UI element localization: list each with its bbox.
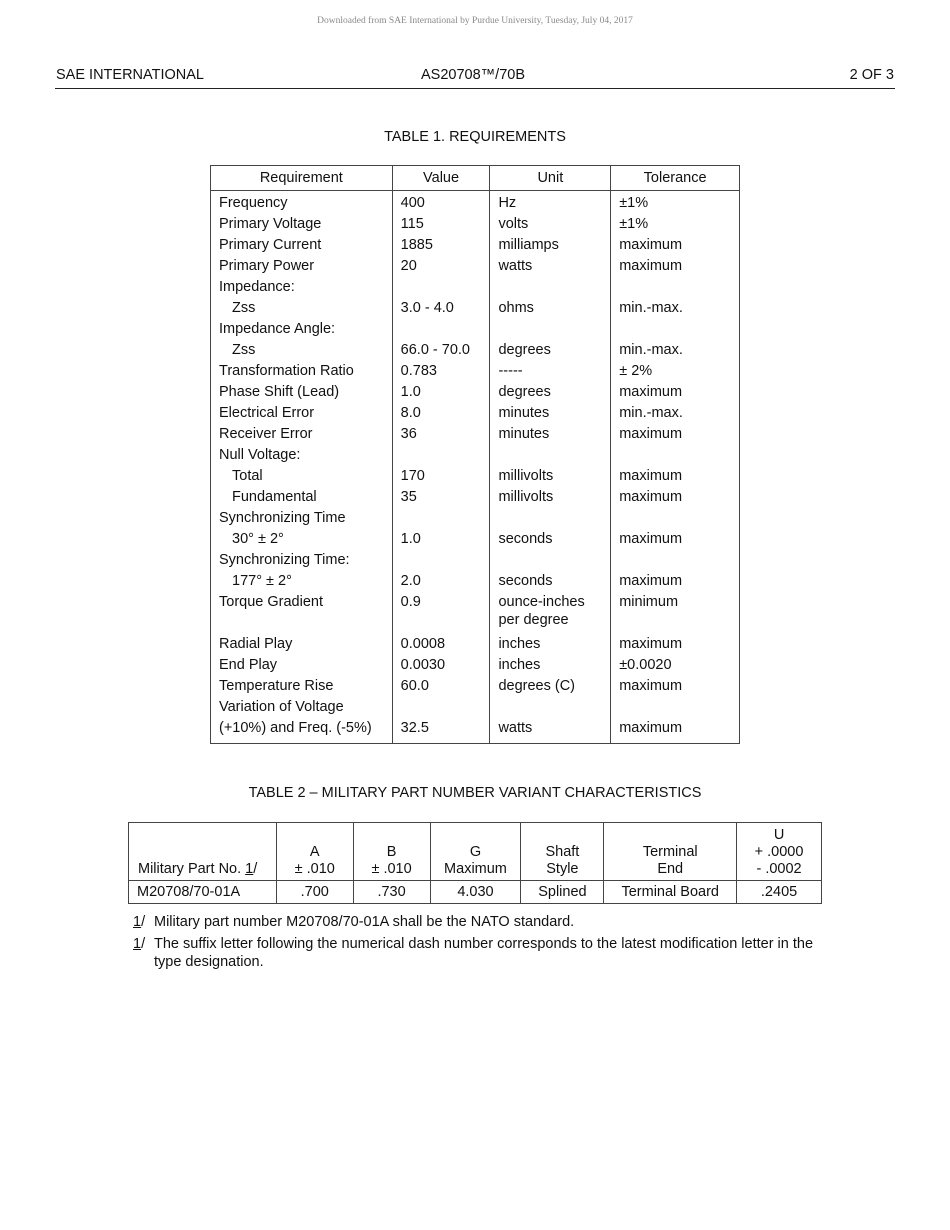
cell-unit — [490, 446, 611, 467]
cell-unit: seconds — [490, 572, 611, 593]
table1-title: TABLE 1. REQUIREMENTS — [384, 129, 566, 145]
cell-unit: degrees — [490, 383, 611, 404]
table-row — [211, 551, 740, 572]
header-b-label: B — [386, 844, 397, 860]
table-row — [211, 278, 740, 299]
cell-requirement: End Play — [211, 656, 393, 677]
cell-unit: degrees — [490, 341, 611, 362]
cell-terminal-end: Terminal Board — [604, 881, 737, 904]
header-terminal-end — [604, 823, 737, 881]
table-row — [211, 236, 740, 257]
cell-tolerance: maximum — [611, 467, 740, 488]
cell-requirement: Impedance: — [211, 278, 393, 299]
cell-unit: ohms — [490, 299, 611, 320]
cell-requirement: Primary Current — [211, 236, 393, 257]
table-row — [211, 362, 740, 383]
header-requirement: Requirement — [211, 166, 393, 191]
cell-tolerance: maximum — [611, 719, 740, 744]
cell-tolerance: min.-max. — [611, 404, 740, 425]
cell-tolerance: ±1% — [611, 191, 740, 216]
table-row — [211, 404, 740, 425]
footnote — [133, 935, 833, 971]
table-row — [211, 320, 740, 341]
cell-tolerance: maximum — [611, 530, 740, 551]
cell-unit: milliamps — [490, 236, 611, 257]
table-header-row — [129, 823, 822, 881]
cell-tolerance: maximum — [611, 635, 740, 656]
cell-value: 36 — [392, 425, 490, 446]
cell-requirement: (+10%) and Freq. (-5%) — [211, 719, 393, 744]
cell-unit: inches — [490, 635, 611, 656]
header-g-qualifier: Maximum — [444, 861, 507, 877]
cell-tolerance — [611, 278, 740, 299]
cell-tolerance: maximum — [611, 677, 740, 698]
cell-value: 8.0 — [392, 404, 490, 425]
header-u-minus-tolerance: - .0002 — [756, 861, 802, 877]
footnote-slash: / — [141, 936, 146, 952]
table-row — [211, 635, 740, 656]
requirements-table — [210, 165, 740, 744]
cell-tolerance: ± 2% — [611, 362, 740, 383]
cell-tolerance: min.-max. — [611, 341, 740, 362]
footnotes — [133, 913, 833, 975]
cell-tolerance: maximum — [611, 572, 740, 593]
table-row — [211, 530, 740, 551]
table-row — [211, 467, 740, 488]
header-u-plus-tolerance: + .0000 — [754, 844, 804, 860]
cell-unit: volts — [490, 215, 611, 236]
table-row — [211, 572, 740, 593]
footnote-ref-suffix: / — [253, 861, 258, 877]
cell-requirement: Electrical Error — [211, 404, 393, 425]
header-tolerance: Tolerance — [611, 166, 740, 191]
header-b-tolerance: ± .010 — [371, 861, 412, 877]
cell-requirement: Zss — [211, 341, 393, 362]
cell-requirement: Primary Power — [211, 257, 393, 278]
table-row — [211, 215, 740, 236]
footnote-number: 1 — [133, 936, 142, 952]
header-a — [276, 823, 353, 881]
cell-a: .700 — [276, 881, 353, 904]
cell-requirement: Synchronizing Time: — [211, 551, 393, 572]
cell-value: 400 — [392, 191, 490, 216]
header-org: SAE INTERNATIONAL — [56, 67, 204, 83]
cell-unit: watts — [490, 719, 611, 744]
cell-value: 32.5 — [392, 719, 490, 744]
cell-tolerance — [611, 698, 740, 719]
table-row — [129, 881, 822, 904]
footnote-text: The suffix letter following the numerical dash number corresponds to the latest modification letter in the type designation. — [154, 936, 814, 970]
cell-tolerance: maximum — [611, 257, 740, 278]
cell-requirement: Receiver Error — [211, 425, 393, 446]
table-row — [211, 719, 740, 744]
cell-unit — [490, 509, 611, 530]
cell-requirement: Torque Gradient — [211, 593, 393, 635]
cell-part-number: M20708/70-01A — [129, 881, 277, 904]
table-row — [211, 341, 740, 362]
cell-tolerance: min.-max. — [611, 299, 740, 320]
header-doc-number: AS20708™/70B — [421, 67, 525, 83]
cell-requirement: 30° ± 2° — [211, 530, 393, 551]
cell-tolerance — [611, 551, 740, 572]
cell-u: .2405 — [737, 881, 822, 904]
cell-tolerance — [611, 320, 740, 341]
cell-requirement: Variation of Voltage — [211, 698, 393, 719]
footnote-marker — [133, 935, 145, 953]
footnote-number: 1 — [133, 914, 142, 930]
header-terminal-label: Terminal — [642, 844, 698, 860]
cell-value: 1.0 — [392, 383, 490, 404]
footnote-ref: 1 — [245, 861, 254, 877]
cell-tolerance: minimum — [611, 593, 740, 635]
header-unit: Unit — [490, 166, 611, 191]
table-header-row — [211, 166, 740, 191]
cell-value: 115 — [392, 215, 490, 236]
table-row — [211, 509, 740, 530]
footnote-slash: / — [141, 914, 146, 930]
table-row — [211, 656, 740, 677]
header-b — [353, 823, 430, 881]
cell-value: 0.783 — [392, 362, 490, 383]
cell-value: 35 — [392, 488, 490, 509]
cell-value: 0.0008 — [392, 635, 490, 656]
cell-value: 2.0 — [392, 572, 490, 593]
cell-unit: seconds — [490, 530, 611, 551]
cell-value — [392, 278, 490, 299]
header-u — [737, 823, 822, 881]
table-row — [211, 488, 740, 509]
cell-requirement: Impedance Angle: — [211, 320, 393, 341]
header-u-label: U — [773, 827, 785, 843]
cell-value — [392, 698, 490, 719]
cell-requirement: Frequency — [211, 191, 393, 216]
cell-requirement: Synchronizing Time — [211, 509, 393, 530]
header-g-label: G — [469, 844, 482, 860]
requirements-table-body — [211, 191, 740, 744]
cell-unit: minutes — [490, 425, 611, 446]
part-number-table — [128, 822, 822, 904]
table-row — [211, 425, 740, 446]
cell-tolerance — [611, 446, 740, 467]
cell-requirement: Temperature Rise — [211, 677, 393, 698]
header-part-number-label: Military Part No. — [138, 861, 246, 877]
cell-unit: millivolts — [490, 467, 611, 488]
cell-requirement: Radial Play — [211, 635, 393, 656]
download-watermark: Downloaded from SAE International by Purdue University, Tuesday, July 04, 2017 — [317, 16, 633, 26]
cell-requirement: Transformation Ratio — [211, 362, 393, 383]
footnote-marker — [133, 913, 145, 931]
cell-tolerance: maximum — [611, 383, 740, 404]
page-header — [55, 66, 895, 89]
cell-unit — [490, 320, 611, 341]
cell-value: 60.0 — [392, 677, 490, 698]
footnote — [133, 913, 833, 931]
table-row — [211, 446, 740, 467]
cell-unit: minutes — [490, 404, 611, 425]
cell-requirement: 177° ± 2° — [211, 572, 393, 593]
cell-unit: ----- — [490, 362, 611, 383]
header-style-label: Style — [546, 861, 579, 877]
cell-requirement: Primary Voltage — [211, 215, 393, 236]
cell-shaft-style: Splined — [521, 881, 604, 904]
header-g — [430, 823, 521, 881]
table-row — [211, 677, 740, 698]
cell-tolerance — [611, 509, 740, 530]
cell-b: .730 — [353, 881, 430, 904]
cell-requirement: Phase Shift (Lead) — [211, 383, 393, 404]
cell-value — [392, 446, 490, 467]
cell-g: 4.030 — [430, 881, 521, 904]
cell-tolerance: ±0.0020 — [611, 656, 740, 677]
table-row — [211, 299, 740, 320]
cell-requirement: Null Voltage: — [211, 446, 393, 467]
cell-value: 0.9 — [392, 593, 490, 635]
cell-tolerance: maximum — [611, 236, 740, 257]
cell-value: 3.0 - 4.0 — [392, 299, 490, 320]
table-row — [211, 383, 740, 404]
cell-unit-line: ounce-inches — [498, 594, 585, 610]
cell-value: 170 — [392, 467, 490, 488]
cell-value — [392, 551, 490, 572]
cell-unit — [490, 593, 611, 635]
cell-value: 0.0030 — [392, 656, 490, 677]
cell-unit — [490, 698, 611, 719]
cell-value: 1.0 — [392, 530, 490, 551]
cell-value — [392, 509, 490, 530]
header-shaft-label: Shaft — [545, 844, 580, 860]
table-row — [211, 698, 740, 719]
table-row — [211, 191, 740, 216]
cell-unit: inches — [490, 656, 611, 677]
header-value: Value — [392, 166, 490, 191]
cell-value: 20 — [392, 257, 490, 278]
cell-value: 66.0 - 70.0 — [392, 341, 490, 362]
cell-tolerance: maximum — [611, 488, 740, 509]
cell-unit — [490, 551, 611, 572]
table2-title: TABLE 2 – MILITARY PART NUMBER VARIANT CHARACTERISTICS — [248, 785, 702, 801]
header-page-number: 2 OF 3 — [849, 67, 894, 83]
header-part-number — [129, 823, 277, 881]
cell-value — [392, 320, 490, 341]
header-a-tolerance: ± .010 — [294, 861, 335, 877]
cell-tolerance: ±1% — [611, 215, 740, 236]
cell-tolerance: maximum — [611, 425, 740, 446]
footnote-text: Military part number M20708/70-01A shall be the NATO standard. — [154, 914, 575, 930]
cell-unit: watts — [490, 257, 611, 278]
table-row — [211, 593, 740, 635]
cell-unit: degrees (C) — [490, 677, 611, 698]
header-end-label: End — [657, 861, 684, 877]
cell-requirement: Fundamental — [211, 488, 393, 509]
header-a-label: A — [309, 844, 320, 860]
cell-requirement: Total — [211, 467, 393, 488]
cell-requirement: Zss — [211, 299, 393, 320]
cell-unit — [490, 278, 611, 299]
cell-unit-line: per degree — [498, 612, 569, 628]
cell-unit: Hz — [490, 191, 611, 216]
cell-unit: millivolts — [490, 488, 611, 509]
header-shaft-style — [521, 823, 604, 881]
table-row — [211, 257, 740, 278]
cell-value: 1885 — [392, 236, 490, 257]
